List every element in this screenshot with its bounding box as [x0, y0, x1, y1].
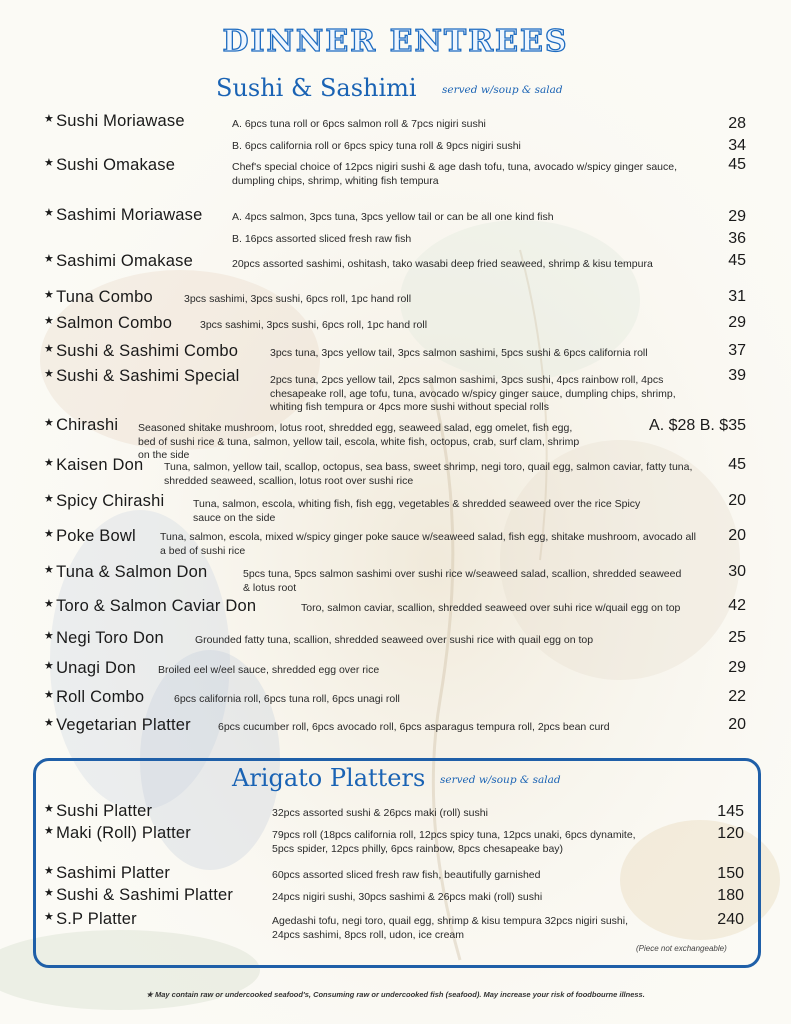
item-description: 5pcs tuna, 5pcs salmon sashimi over sushi rice w/seaweed salad, scallion, shredded seaweed & lotus root: [243, 568, 682, 594]
item-name: [44, 456, 143, 475]
item-price: 30: [728, 563, 746, 580]
item-name-text: Unagi Don: [56, 659, 136, 677]
item-name: [44, 563, 207, 582]
item-description: B. 16pcs assorted sliced fresh raw fish: [232, 233, 412, 245]
item-name-text: Sushi Omakase: [56, 156, 176, 174]
item-price: 31: [728, 288, 746, 305]
item-name-text: S.P Platter: [56, 910, 137, 928]
item-name: [44, 688, 144, 707]
page-title: DINNER ENTREES: [222, 24, 569, 59]
star-icon: ★: [44, 253, 55, 265]
star-icon: ★: [44, 493, 55, 505]
item-name: [44, 112, 185, 131]
item-description: 2pcs tuna, 2pcs yellow tail, 2pcs salmon sashimi, 3pcs sushi, 4pcs rainbow roll, 4pcs chesapeake roll, age tofu, tuna, avocado w/spicy ginger sauce, dumpling chips, shrimp, whiting fish tempura or 4pcs more sushi without special rolls: [270, 374, 676, 413]
item-name-text: Maki (Roll) Platter: [56, 824, 191, 842]
item-name: [44, 802, 152, 821]
item-name: [44, 824, 191, 843]
item-name: [44, 659, 136, 678]
item-name: [44, 629, 164, 648]
item-name-text: Vegetarian Platter: [56, 716, 191, 734]
item-price: 25: [728, 629, 746, 646]
item-price: 42: [728, 597, 746, 614]
item-price: 45: [728, 456, 746, 473]
item-price: 36: [728, 230, 746, 247]
star-icon: ★: [44, 911, 55, 923]
item-name-text: Sashimi Omakase: [56, 252, 193, 270]
item-name: [44, 527, 136, 546]
item-price: 20: [728, 716, 746, 733]
item-name: [44, 252, 193, 271]
item-description: A. 4pcs salmon, 3pcs tuna, 3pcs yellow tail or can be all one kind fish: [232, 211, 554, 223]
item-price: 29: [728, 208, 746, 225]
platter-price: 120: [717, 825, 744, 842]
item-description: Toro, salmon caviar, scallion, shredded seaweed over suhi rice w/quail egg on top: [301, 602, 681, 614]
item-name-text: Sushi Platter: [56, 802, 153, 820]
item-description: B. 6pcs california roll or 6pcs spicy tuna roll & 9pcs nigiri sushi: [232, 140, 521, 152]
sushi-section-served-note: served w/soup & salad: [442, 84, 563, 96]
platter-description: Agedashi tofu, negi toro, quail egg, shrimp & kisu tempura 32pcs nigiri sushi, 24pcs sashimi, 8pcs roll, udon, ice cream: [272, 915, 629, 941]
item-description: Broiled eel w/eel sauce, shredded egg over rice: [158, 664, 380, 676]
item-name-text: Sushi & Sashimi Special: [56, 367, 240, 385]
platters-section-served-note: served w/soup & salad: [440, 774, 561, 786]
item-name-text: Sushi & Sashimi Platter: [56, 886, 234, 904]
platter-price: 240: [717, 911, 744, 928]
item-price: 39: [728, 367, 746, 384]
star-icon: ★: [44, 825, 55, 837]
item-name: [44, 342, 238, 361]
star-icon: ★: [44, 717, 55, 729]
star-icon: ★: [44, 630, 55, 642]
platters-exchange-note: (Piece not exchangeable): [636, 944, 727, 953]
item-description: 6pcs cucumber roll, 6pcs avocado roll, 6pcs asparagus tempura roll, 2pcs bean curd: [218, 721, 610, 733]
item-description: A. 6pcs tuna roll or 6pcs salmon roll & 7pcs nigiri sushi: [232, 118, 486, 130]
item-description: Chef's special choice of 12pcs nigiri sushi & age dash tofu, tuna, avocado w/spicy ginger sauce, dumpling chips, shrimp, whiting fish tempura: [232, 161, 678, 187]
star-icon: ★: [44, 598, 55, 610]
star-icon: ★: [44, 689, 55, 701]
star-icon: ★: [44, 528, 55, 540]
item-name: [44, 416, 118, 435]
star-icon: ★: [44, 289, 55, 301]
item-description: Grounded fatty tuna, scallion, shredded seaweed over sushi rice with quail egg on top: [195, 634, 594, 646]
star-icon: ★: [44, 368, 55, 380]
item-description: Tuna, salmon, escola, mixed w/spicy ginger poke sauce w/seaweed salad, fish egg, shitake mushroom, avocado all a bed of sushi rice: [160, 531, 696, 557]
item-name-text: Sushi & Sashimi Combo: [56, 342, 239, 360]
item-name-text: Toro & Salmon Caviar Don: [56, 597, 257, 615]
star-icon: ★: [44, 343, 55, 355]
star-icon: ★: [44, 803, 55, 815]
item-price: 45: [728, 156, 746, 173]
item-description: 3pcs sashimi, 3pcs sushi, 6pcs roll, 1pc hand roll: [184, 293, 412, 305]
item-name-text: Spicy Chirashi: [56, 492, 165, 510]
item-name: [44, 864, 170, 883]
star-icon: ★: [44, 157, 55, 169]
food-safety-footer: ★ May contain raw or undercooked seafood's, Consuming raw or undercooked fish (seafood). May increase your risk of foodbourne illness.: [146, 990, 645, 999]
platters-section-heading: Arigato Platters: [232, 764, 426, 792]
star-icon: ★: [44, 887, 55, 899]
platter-description: 24pcs nigiri sushi, 30pcs sashimi & 26pcs maki (roll) sushi: [272, 891, 543, 903]
item-name: [44, 367, 240, 386]
item-name: [44, 288, 153, 307]
item-name: [44, 886, 233, 905]
item-price: 20: [728, 527, 746, 544]
item-description: 6pcs california roll, 6pcs tuna roll, 6pcs unagi roll: [174, 693, 400, 705]
star-icon: ★: [44, 315, 55, 327]
item-price: 29: [728, 314, 746, 331]
star-icon: ★: [44, 457, 55, 469]
item-name: [44, 597, 256, 616]
platter-price: 145: [717, 803, 744, 820]
star-icon: ★: [44, 564, 55, 576]
item-price: 29: [728, 659, 746, 676]
item-description: 3pcs sashimi, 3pcs sushi, 6pcs roll, 1pc hand roll: [200, 319, 428, 331]
item-name: [44, 492, 164, 511]
star-icon: ★: [44, 865, 55, 877]
platter-description: 32pcs assorted sushi & 26pcs maki (roll) sushi: [272, 807, 488, 819]
item-price: 22: [728, 688, 746, 705]
star-icon: ★: [44, 660, 55, 672]
star-icon: ★: [44, 207, 55, 219]
item-price: 34: [728, 137, 746, 154]
item-description: Seasoned shitake mushroom, lotus root, shredded egg, seaweed salad, egg omelet, fish egg, bed of sushi rice & tuna, salmon, yellow tail, escola, white fish, octopus, crab, surf clam, shrimp on the side: [138, 422, 580, 461]
item-name: [44, 716, 191, 735]
item-name-text: Tuna & Salmon Don: [56, 563, 208, 581]
item-name-text: Negi Toro Don: [56, 629, 164, 647]
item-name-text: Salmon Combo: [56, 314, 173, 332]
item-price: 45: [728, 252, 746, 269]
item-description: Tuna, salmon, escola, whiting fish, fish egg, vegetables & shredded seaweed over the rice Spicy sauce on the side: [193, 498, 641, 524]
item-name-text: Sashimi Moriawase: [56, 206, 203, 224]
item-price: 37: [728, 342, 746, 359]
item-name: [44, 910, 137, 929]
item-name: [44, 156, 175, 175]
item-name-text: Chirashi: [56, 416, 119, 434]
platter-price: 150: [717, 865, 744, 882]
item-price: A. $28 B. $35: [649, 417, 746, 434]
item-description: 20pcs assorted sashimi, oshitash, tako wasabi deep fried seaweed, shrimp & kisu tempura: [232, 258, 653, 270]
item-name: [44, 314, 172, 333]
item-description: 3pcs tuna, 3pcs yellow tail, 3pcs salmon sashimi, 5pcs sushi & 6pcs california roll: [270, 347, 648, 359]
item-price: 28: [728, 115, 746, 132]
item-description: Tuna, salmon, yellow tail, scallop, octopus, sea bass, sweet shrimp, negi toro, quail egg, salmon caviar, fatty tuna, shredded seaweed, scallion, lotus root over sushi rice: [164, 461, 693, 487]
platter-price: 180: [717, 887, 744, 904]
item-name-text: Sushi Moriawase: [56, 112, 185, 130]
item-name-text: Kaisen Don: [56, 456, 144, 474]
sushi-section-heading: Sushi & Sashimi: [216, 74, 417, 102]
platter-description: 79pcs roll (18pcs california roll, 12pcs spicy tuna, 12pcs unaki, 6pcs dynamite, 5pcs spider, 12pcs philly, 6pcs rainbow, 8pcs chesapeake bay): [272, 829, 636, 855]
item-name-text: Sashimi Platter: [56, 864, 171, 882]
item-name-text: Tuna Combo: [56, 288, 153, 306]
item-price: 20: [728, 492, 746, 509]
item-name-text: Roll Combo: [56, 688, 145, 706]
star-icon: ★: [44, 417, 55, 429]
star-icon: ★: [44, 113, 55, 125]
item-name: [44, 206, 203, 225]
item-name-text: Poke Bowl: [56, 527, 136, 545]
platter-description: 60pcs assorted sliced fresh raw fish, beautifully garnished: [272, 869, 541, 881]
